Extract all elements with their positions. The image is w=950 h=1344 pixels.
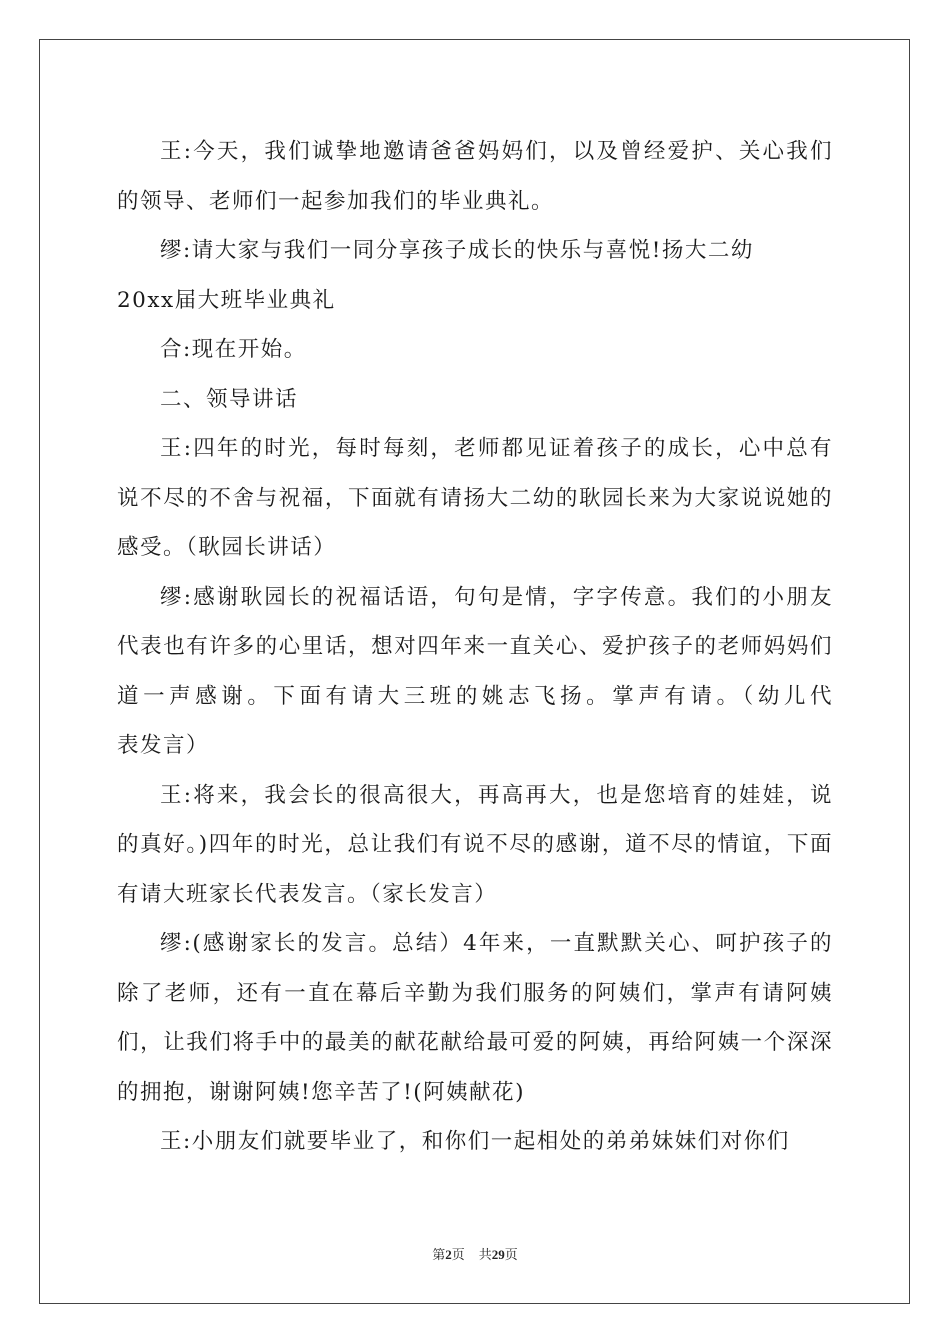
page-number-footer: [0, 1246, 950, 1264]
section-heading-leader-speech: 二、领导讲话: [160, 386, 299, 412]
footer-current-page: 2: [445, 1247, 452, 1262]
footer-page-suffix: 页: [451, 1247, 465, 1262]
paragraph-share-joy: 缪:请大家与我们一同分享孩子成长的快乐与喜悦!扬大二幼 20xx届大班毕业典礼: [117, 238, 754, 313]
footer-page-prefix: 第: [432, 1247, 446, 1262]
paragraph-principal-intro: 王:四年的时光，每时每刻，老师都见证着孩子的成长，心中总有说不尽的不舍与祝福，下面就有请扬大二幼的耿园长来为大家说说她的感受。（耿园长讲话）: [117, 436, 833, 560]
document-body: [117, 127, 833, 1167]
paragraph-child-representative: 缪:感谢耿园长的祝福话语，句句是情，字字传意。我们的小朋友代表也有许多的心里话，想对四年来一直关心、爱护孩子的老师妈妈们道一声感谢。下面有请大三班的姚志飞扬。掌声有请。（幼儿代表发言）: [117, 584, 833, 758]
footer-total-pages: 29: [491, 1247, 505, 1262]
footer-total-prefix: 共: [478, 1247, 492, 1262]
paragraph-parent-representative: 王:将来，我会长的很高很大，再高再大，也是您培育的娃娃，说的真好。)四年的时光，总让我们有说不尽的感谢，道不尽的情谊，下面有请大班家长代表发言。（家长发言）: [117, 782, 833, 907]
paragraph-opening-invitation: 王:今天，我们诚挚地邀请爸爸妈妈们，以及曾经爱护、关心我们的领导、老师们一起参加我们的毕业典礼。: [117, 139, 833, 214]
paragraph-begin: 合:现在开始。: [160, 337, 307, 362]
paragraph-thank-aunties: 缪:(感谢家长的发言。总结）4年来，一直默默关心、呵护孩子的除了老师，还有一直在幕后辛勤为我们服务的阿姨们，掌声有请阿姨们，让我们将手中的最美的献花献给最可爱的阿姨，再给阿姨一个深深的拥抱，谢谢阿姨!您辛苦了!(阿姨献花): [117, 931, 833, 1105]
footer-total-suffix: 页: [504, 1247, 518, 1262]
paragraph-graduation-farewell: 王:小朋友们就要毕业了，和你们一起相处的弟弟妹妹们对你们: [160, 1129, 790, 1154]
